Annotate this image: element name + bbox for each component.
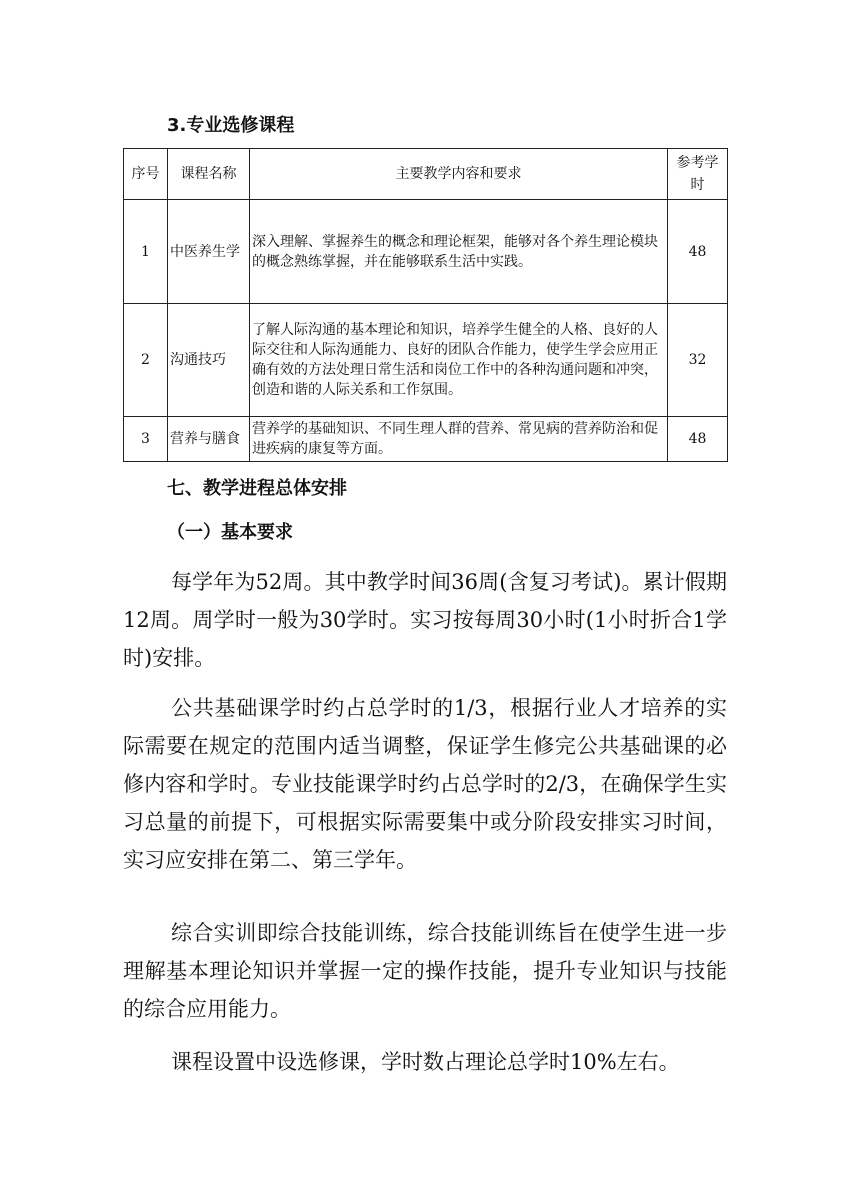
- section-title: 3.专业选修课程: [167, 115, 295, 136]
- table-row: [124, 417, 728, 462]
- cell-content: 营养学的基础知识、不同生理人群的营养、常见病的营养防治和促进疾病的康复等方面。: [250, 417, 668, 462]
- table-row: [124, 304, 728, 417]
- paragraph-4: 课程设置中设选修课，学时数占理论总学时10%左右。: [171, 1050, 680, 1074]
- cell-no: 2: [124, 304, 168, 417]
- header-name: 课程名称: [168, 149, 250, 200]
- cell-no: 1: [124, 200, 168, 304]
- table-header-row: [124, 149, 728, 200]
- paragraph-2: 公共基础课学时约占总学时的1/3，根据行业人才培养的实际需要在规定的范围内适当调整，保证学生修完公共基础课的必修内容和学时。专业技能课学时约占总学时的2/3，在确保学生实习总量的前提下，可根据实际需要集中或分阶段安排实习时间，实习应安排在第二、第三学年。: [123, 696, 727, 872]
- header-no: 序号: [124, 149, 168, 200]
- table-row: [124, 200, 728, 304]
- cell-no: 3: [124, 417, 168, 462]
- cell-hours: 32: [668, 304, 728, 417]
- cell-content: 了解人际沟通的基本理论和知识，培养学生健全的人格、良好的人际交往和人际沟通能力、良好的团队合作能力，使学生学会应用正确有效的方法处理日常生活和岗位工作中的各种沟通问题和冲突，创造和谐的人际关系和工作氛围。: [250, 304, 668, 417]
- paragraph-3: 综合实训即综合技能训练，综合技能训练旨在使学生进一步理解基本理论知识并掌握一定的操作技能，提升专业知识与技能的综合应用能力。: [123, 921, 727, 1021]
- subsection-heading: （一）基本要求: [167, 522, 293, 543]
- paragraph-1: 每学年为52周。其中教学时间36周(含复习考试)。累计假期12周。周学时一般为30学时。实习按每周30小时(1小时折合1学时)安排。: [123, 570, 727, 670]
- cell-name: 营养与膳食: [168, 417, 250, 462]
- cell-name: 中医养生学: [168, 200, 250, 304]
- cell-hours: 48: [668, 200, 728, 304]
- header-content: 主要教学内容和要求: [250, 149, 668, 200]
- cell-hours: 48: [668, 417, 728, 462]
- chapter-heading: 七、教学进程总体安排: [167, 478, 347, 499]
- cell-content: 深入理解、掌握养生的概念和理论框架，能够对各个养生理论模块的概念熟练掌握，并在能够联系生活中实践。: [250, 200, 668, 304]
- header-hours: 参考学时: [668, 149, 728, 200]
- cell-name: 沟通技巧: [168, 304, 250, 417]
- elective-course-table: [123, 148, 728, 462]
